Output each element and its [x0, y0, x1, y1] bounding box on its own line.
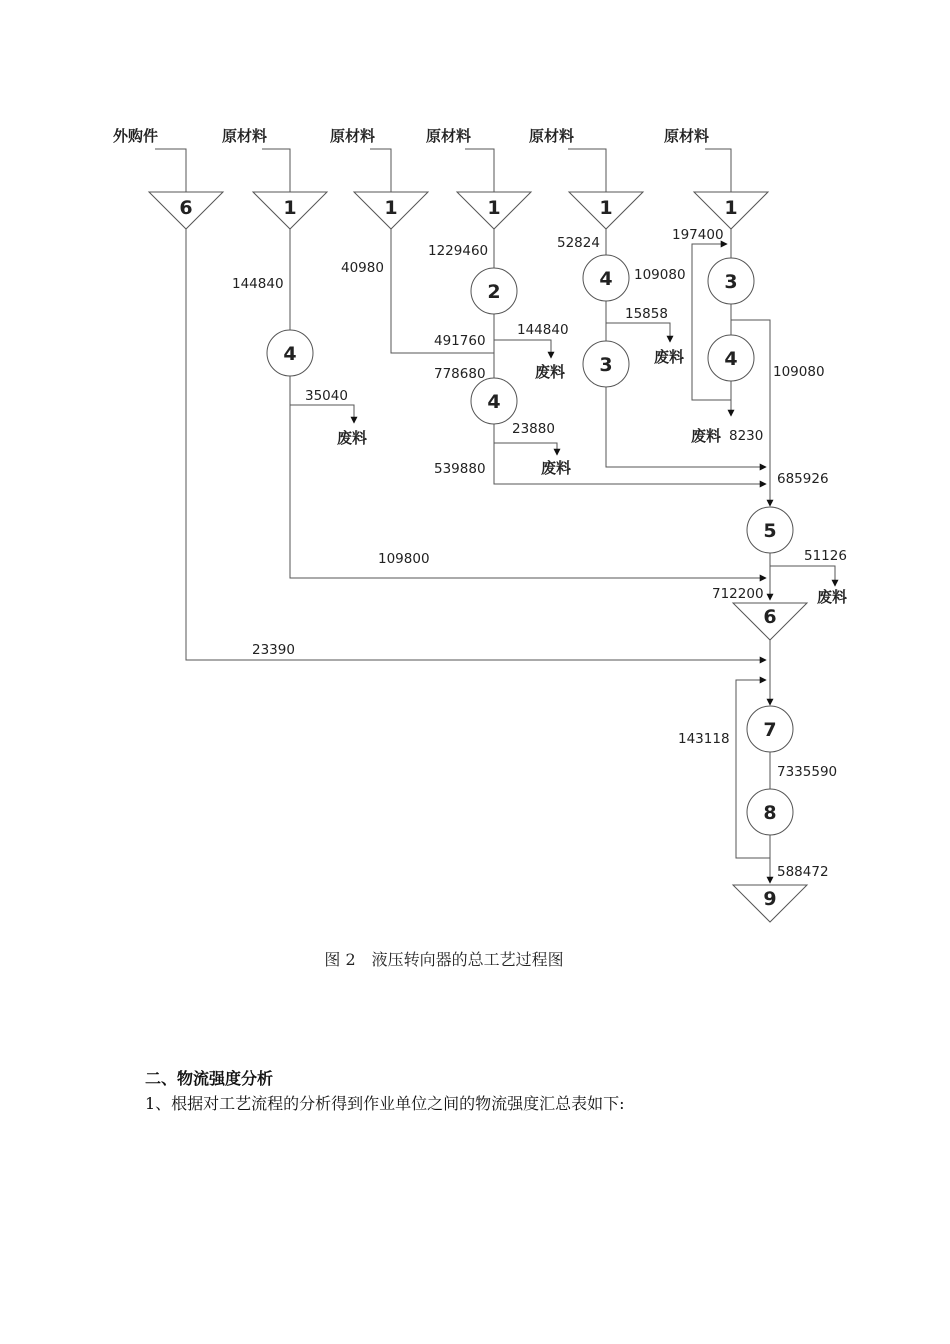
node-number: 4	[599, 268, 613, 290]
node-number: 8	[763, 802, 777, 824]
node-number: 9	[763, 888, 777, 910]
node-number: 6	[763, 606, 777, 628]
node-number: 4	[283, 343, 297, 365]
node-number: 1	[724, 197, 738, 219]
source-leaders	[155, 149, 731, 192]
waste-label: 废料	[654, 348, 685, 366]
node-number: 1	[487, 197, 501, 219]
source-label-raw-material-3: 原材料	[426, 127, 472, 145]
flow-value: 712200	[712, 586, 764, 602]
source-label-raw-material-4: 原材料	[529, 127, 575, 145]
node-number: 6	[179, 197, 193, 219]
flow-value: 7335590	[777, 764, 838, 780]
node-number: 4	[724, 348, 738, 370]
flow-value: 197400	[672, 227, 724, 243]
section-paragraph: 1、根据对工艺流程的分析得到作业单位之间的物流强度汇总表如下:	[145, 1094, 625, 1113]
flow-value: 109080	[773, 364, 825, 380]
flow-value: 52824	[557, 235, 600, 251]
source-label-raw-material-5: 原材料	[664, 127, 710, 145]
flow-value: 588472	[777, 864, 829, 880]
node-number: 5	[763, 520, 777, 542]
node-number: 3	[599, 354, 613, 376]
node-number: 7	[763, 719, 777, 741]
waste-label: 废料	[535, 363, 566, 381]
flow-value: 685926	[777, 471, 829, 487]
flow-value: 1229460	[428, 243, 489, 259]
figure-caption: 图 2 液压转向器的总工艺过程图	[324, 950, 564, 969]
source-label-purchased-parts: 外购件	[113, 127, 159, 145]
waste-label: 废料	[817, 588, 848, 606]
source-label-raw-material-1: 原材料	[222, 127, 268, 145]
waste-label: 废料	[691, 427, 722, 445]
node-number: 3	[724, 271, 738, 293]
flow-value: 539880	[434, 461, 486, 477]
flow-value: 109800	[378, 551, 430, 567]
flow-value: 144840	[232, 276, 284, 292]
flow-value: 8230	[729, 428, 764, 444]
node-number: 2	[487, 281, 501, 303]
flow-value: 23390	[252, 642, 295, 658]
flow-value: 15858	[625, 306, 668, 322]
node-number: 1	[599, 197, 613, 219]
flow-lines	[186, 229, 838, 883]
flow-value: 491760	[434, 333, 486, 349]
flow-value: 109080	[634, 267, 686, 283]
node-number: 1	[384, 197, 398, 219]
flow-value: 35040	[305, 388, 348, 404]
node-number: 4	[487, 391, 501, 413]
flow-value: 143118	[678, 731, 730, 747]
flow-value: 778680	[434, 366, 486, 382]
flow-value: 40980	[341, 260, 384, 276]
flow-value: 51126	[804, 548, 847, 564]
waste-label: 废料	[337, 429, 368, 447]
source-label-raw-material-2: 原材料	[330, 127, 376, 145]
section-heading: 二、物流强度分析	[145, 1069, 274, 1088]
flow-value: 144840	[517, 322, 569, 338]
node-number: 1	[283, 197, 297, 219]
flow-value: 23880	[512, 421, 555, 437]
waste-label: 废料	[541, 459, 572, 477]
